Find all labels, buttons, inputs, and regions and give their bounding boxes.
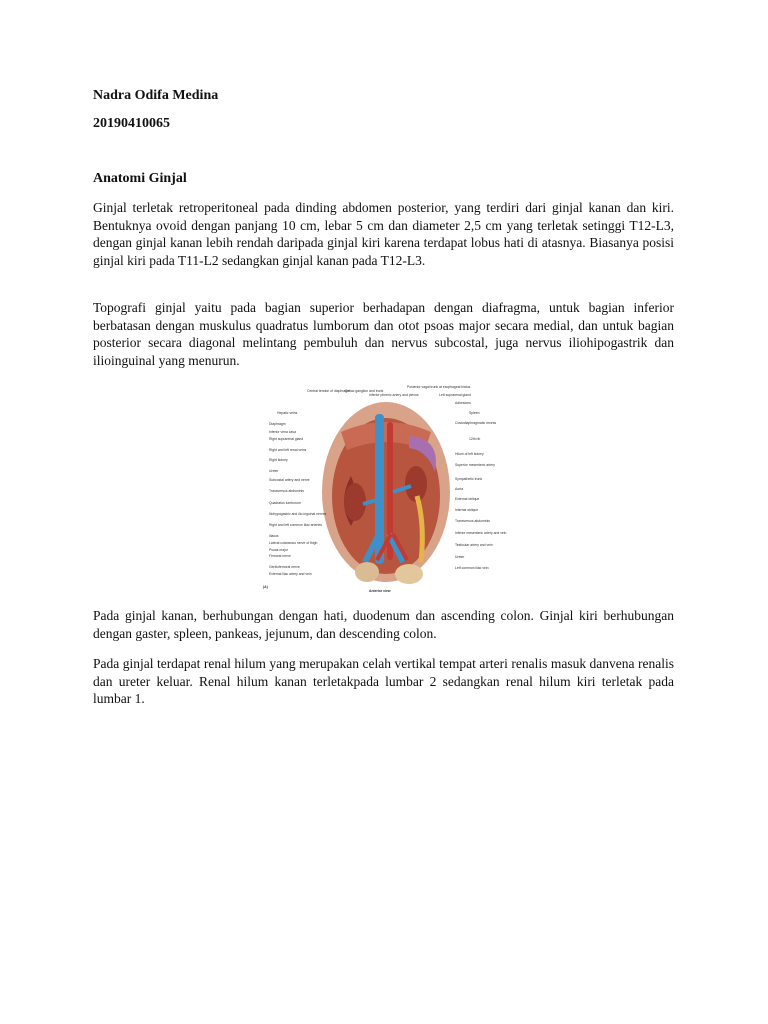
figure-left-label: Psoas major	[269, 548, 288, 552]
figure-right-label: External oblique	[455, 497, 480, 501]
figure-right-label: Spleen	[469, 411, 480, 415]
figure-left-label: Right suprarenal gland	[269, 437, 304, 441]
figure-right-label: Costodiaphragmatic recess	[455, 421, 497, 425]
paragraph-location: Ginjal terletak retroperitoneal pada dinding abdomen posterior, yang terdiri dari ginjal kanan dan kiri. Bentuknya ovoid dengan panjang 10 cm, lebar 5 cm dan diameter 2,5 cm yang terletak setinggi T12-L3, dengan ginjal kanan lebih rendah daripada ginjal kiri karena terdapat lobus hati di atasnya. Biasanya posisi ginjal kiri pada T11-L2 sedangkan ginjal kanan pada T12-L3.	[93, 200, 674, 268]
figure-left-label: Transversus abdominis	[269, 489, 304, 493]
figure-left-label: Inferior vena cava	[269, 430, 296, 434]
kidney-anatomy-illustration-icon	[259, 384, 509, 595]
figure-top-label: Posterior vagal trunk at esophageal hiatus	[407, 385, 471, 389]
figure-left-label: External iliac artery and vein	[269, 572, 312, 576]
figure-right-label: Aorta	[455, 487, 464, 491]
figure-right-label: 12th rib	[469, 437, 481, 441]
figure-right-label: Testicular artery and vein	[455, 543, 493, 547]
figure-view-label: Anterior view	[369, 589, 391, 593]
figure-left-label: Right and left common iliac arteries	[269, 523, 322, 527]
figure-top-label: Inferior phrenic artery and plexus	[369, 393, 419, 397]
student-id: 20190410065	[93, 116, 170, 131]
paragraph-relations: Pada ginjal kanan, berhubungan dengan hati, duodenum dan ascending colon. Ginjal kiri berhubungan dengan gaster, spleen, pankeas, jejunum, dan descending colon.	[93, 608, 674, 641]
figure-right-label: Ureter	[455, 555, 465, 559]
figure-top-label: Central tendon of diaphragm	[307, 389, 350, 393]
figure-left-label: Iliacus	[269, 534, 279, 538]
author-name: Nadra Odifa Medina	[93, 88, 219, 103]
figure-left-label: Right and left renal veins	[269, 448, 307, 452]
figure-left-label: Right kidney	[269, 458, 288, 462]
figure-right-label: Adhesions	[455, 401, 471, 405]
figure-panel-label: (A)	[263, 585, 268, 589]
figure-left-label: Ureter	[269, 469, 279, 473]
figure-left-label: Genitofemoral nerve	[269, 565, 300, 569]
figure-left-label: Diaphragm	[269, 422, 286, 426]
figure-right-label: Internal oblique	[455, 508, 479, 512]
paragraph-renal-hilum: Pada ginjal terdapat renal hilum yang merupakan celah vertikal tempat arteri renalis masuk danvena renalis dan ureter keluar. Renal hilum kanan terletakpada lumbar 2 sedangkan renal hilum kiri terletak pada lumbar 1.	[93, 656, 674, 707]
figure-top-label: Celiac ganglion and trunk	[345, 389, 384, 393]
figure-right-label: Left common iliac vein	[455, 566, 489, 570]
figure-left-label: Quadratus lumborum	[269, 501, 301, 505]
figure-right-label: Sympathetic trunk	[455, 477, 483, 481]
figure-right-label: Superior mesenteric artery	[455, 463, 495, 467]
figure-left-label: Iliohypogastric and ilio-inguinal nerves	[269, 512, 327, 516]
paragraph-topography: Topografi ginjal yaitu pada bagian superior berhadapan dengan diafragma, untuk bagian inferior berbatasan dengan muskulus quadratus lumborum dan otot psoas major secara medial, dan untuk bagian posterior secara diagonal melintang pembuluh dan nervus subcostal, juga nervus iliohipogastrik dan ilioinguinal yang menurun.	[93, 300, 674, 368]
figure-right-label: Inferior mesenteric artery and vein	[455, 531, 507, 535]
figure-left-label: Subcostal artery and nerve	[269, 478, 310, 482]
figure-left-label: Femoral nerve	[269, 554, 291, 558]
figure-top-label: Left suprarenal gland	[439, 393, 471, 397]
figure-left-label: Lateral cutaneous nerve of thigh	[269, 541, 318, 545]
figure-left-label: Hepatic veins	[277, 411, 298, 415]
figure-right-label: Hilum of left kidney	[455, 452, 484, 456]
figure-right-label: Transversus abdominis	[455, 519, 490, 523]
section-heading: Anatomi Ginjal	[93, 171, 187, 186]
